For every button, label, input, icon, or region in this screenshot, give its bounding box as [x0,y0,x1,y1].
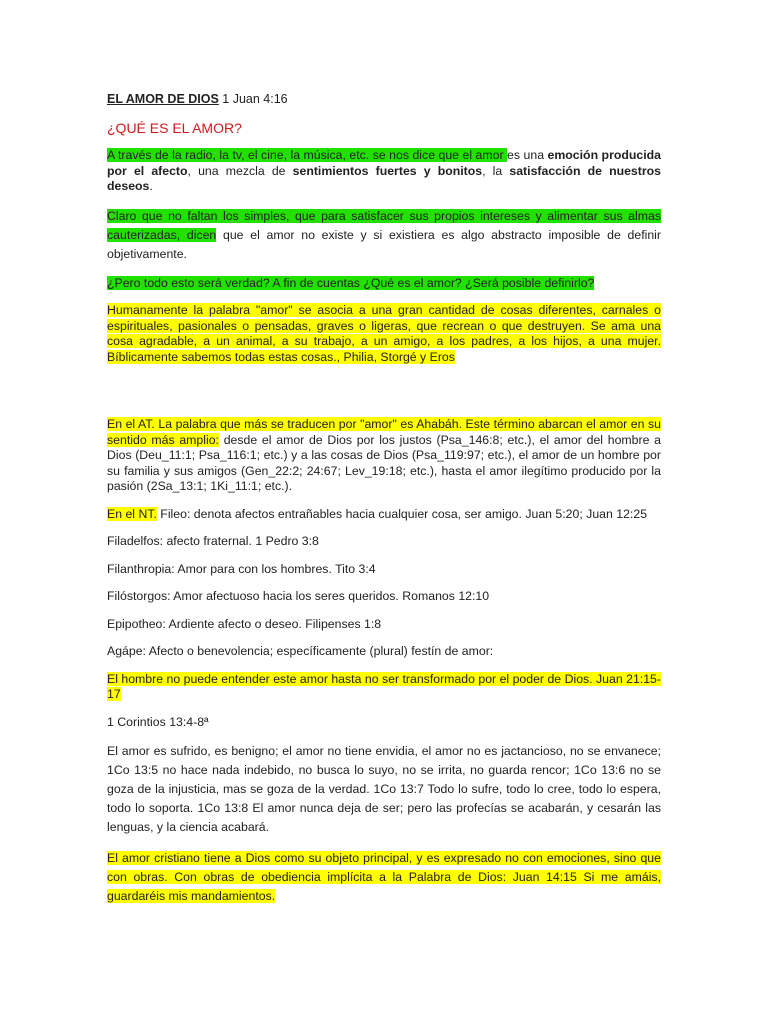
highlight-yellow: En el NT. [107,506,157,521]
title-reference: 1 Juan 4:16 [218,92,288,106]
paragraph-1: A través de la radio, la tv, el cine, la música, etc. se nos dice que el amor es una emoción producida por el afecto, una mezcla de sentimientos fuertes y bonitos, la satisfacción de nuestros deseos. [107,148,661,193]
document-page [107,92,661,918]
highlight-green: A través de la radio, la tv, el cine, la música, etc. se nos dice que el amor [107,148,508,162]
section-heading: ¿QUÉ ES EL AMOR? [107,120,242,136]
document-title: EL AMOR DE DIOS [107,92,219,106]
paragraph-5: En el AT. La palabra que más se traducen por "amor" es Ahabáh. Este término abarcan el amor en su sentido más amplio: desde el amor de Dios por los justos (Psa_146:8; etc.), el amor del hombre a Dios (Deu_11:1; Psa_116:1; etc.) y a las cosas de Dios (Psa_119:97; etc.), el amor de un hombre por su familia y sus amigos (Gen_22:2; 24:67; Lev_19:18; etc.), hasta el amor ilegítimo producido por la pasión (2Sa_13:1; 1Ki_11:1; etc.). [107,417,662,493]
paragraph-11: Agápe: Afecto o benevolencia; específicamente (plural) festín de amor: [107,644,494,658]
paragraph-8: Filanthropia: Amor para con los hombres. Tito 3:4 [107,561,376,576]
highlight-yellow: El amor cristiano tiene a Dios como su objeto principal, y es expresado no con emociones, sino que con obras. Con obras de obediencia implícita a la Palabra de Dios: Juan 14:15 Si me amáis, guardaréis mis mandamientos. [107,851,661,903]
highlight-green: ¿Pero todo esto será verdad? A fin de cuentas ¿Qué es el amor? ¿Será posible definirlo? [107,275,595,290]
highlight-yellow: El hombre no puede entender este amor hasta no ser transformado por el poder de Dios. Juan 21:15-17 [107,671,661,701]
highlight-green: Claro que no faltan los simples, que para satisfacer sus propios intereses y alimentar sus almas cauterizadas, dicen [107,208,661,242]
paragraph-9: Filóstorgos: Amor afectuoso hacia los seres queridos. Romanos 12:10 [107,589,490,603]
paragraph-2: Claro que no faltan los simples, que para satisfacer sus propios intereses y alimentar sus almas cauterizadas, dicen que el amor no existe y si existiera es algo abstracto imposible de definir objetivamente. [107,208,662,261]
paragraph-6: En el NT. Fileo: denota afectos entrañables hacia cualquier cosa, ser amigo. Juan 5:20; Juan 12:25 [107,506,648,521]
highlight-yellow: Humanamente la palabra "amor" se asocia a una gran cantidad de cosas diferentes, carnales o espirituales, pasionales o pensadas, graves o ligeras, que recrean o que destruyen. Se ama una cosa agradable, a un animal, a su trabajo, a un amigo, a los padres, a los hijos, a una mujer. Bíblicamente sabemos todas estas cosas., Philia, Storgé y Eros [107,303,661,364]
document-title-line [107,92,661,106]
paragraph-4 [107,303,661,365]
highlight-yellow: En el AT. La palabra que más se traducen por "amor" es Ahabáh. Este término abarcan el amor en su sentido más amplio: [107,417,661,447]
paragraph-7: Filadelfos: afecto fraternal. 1 Pedro 3:8 [107,534,319,548]
paragraph-10: Epipotheo: Ardiente afecto o deseo. Filipenses 1:8 [107,616,382,631]
paragraph-15 [107,849,661,906]
paragraph-13: 1 Corintios 13:4-8ª [107,714,209,729]
paragraph-12 [107,672,661,703]
paragraph-3 [107,276,661,292]
blank-gap [107,377,661,417]
paragraph-14: El amor es sufrido, es benigno; el amor no tiene envidia, el amor no es jactancioso, no se envanece; 1Co 13:5 no hace nada indebido, no busca lo suyo, no se irrita, no guarda rencor; 1Co 13:6 no se goza de la injusticia, mas se goza de la verdad. 1Co 13:7 Todo lo sufre, todo lo cree, todo lo espera, todo lo soporta. 1Co 13:8 El amor nunca deja de ser; pero las profecías se acabarán, y cesarán las lenguas, y la ciencia acabará. [107,744,661,834]
